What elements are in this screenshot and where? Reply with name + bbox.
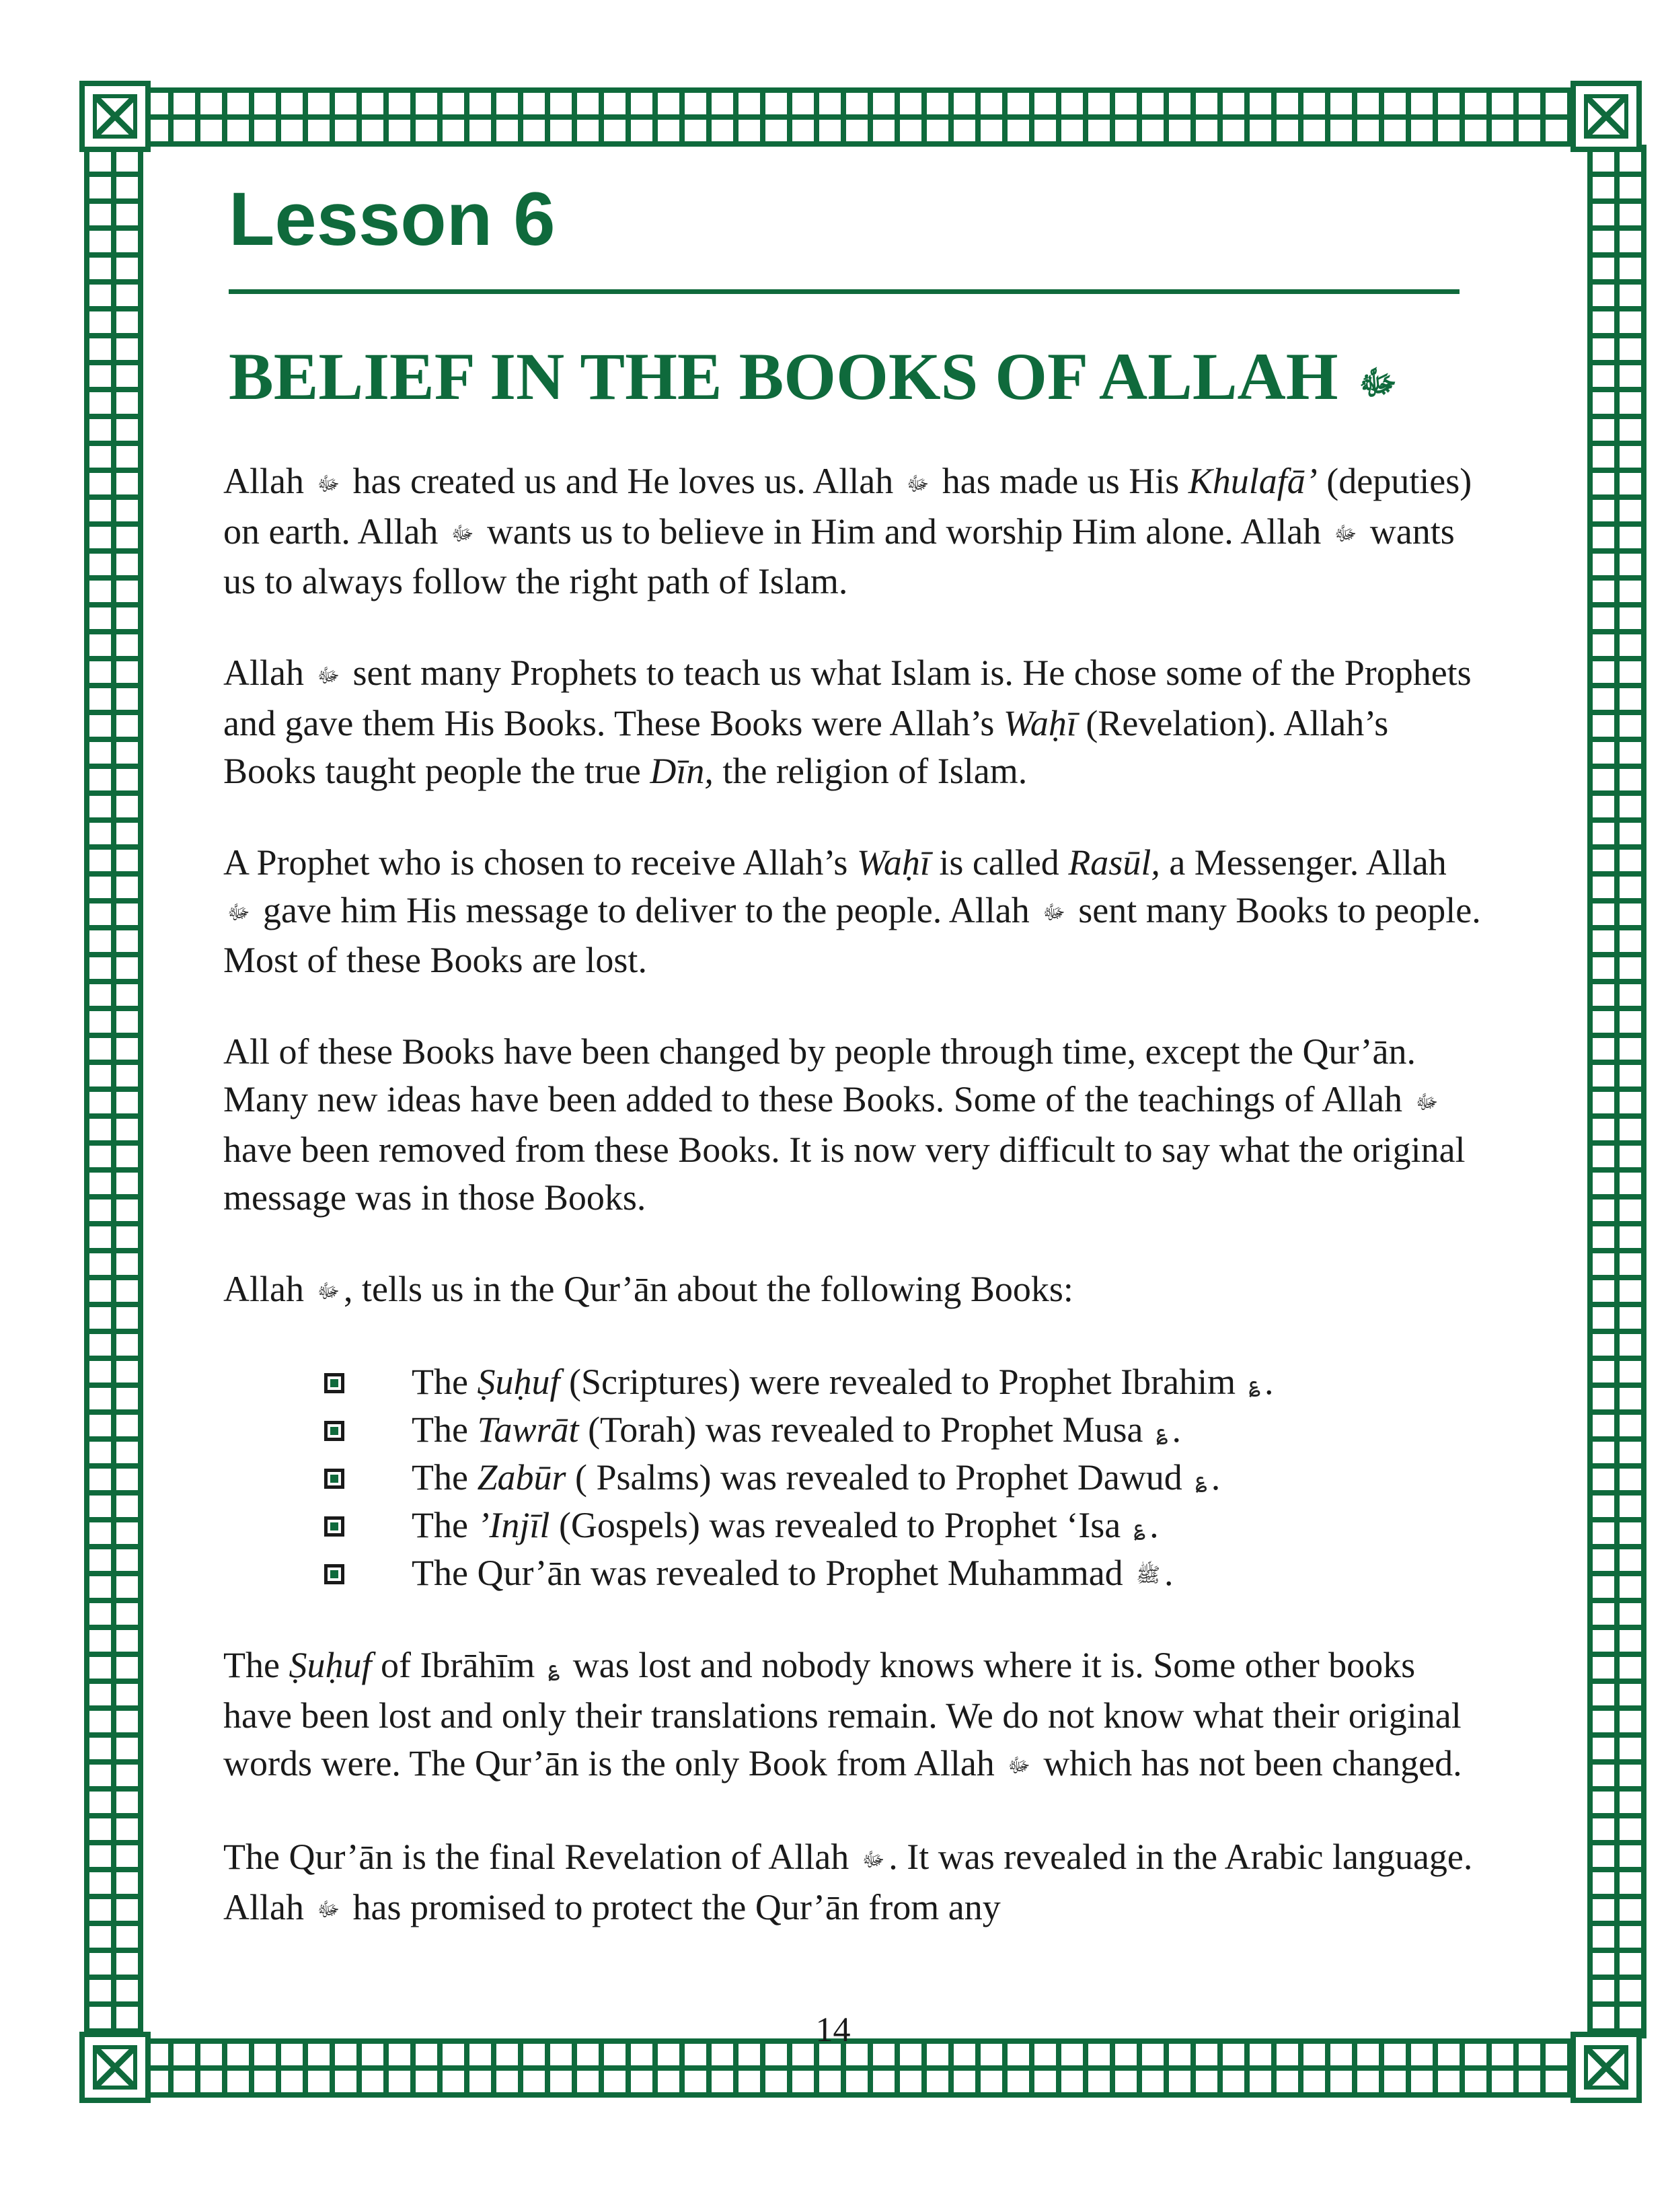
honorific-icon: ﷻ	[1043, 901, 1065, 925]
page-number: 14	[815, 2011, 851, 2049]
honorific-icon: ﷻ	[1415, 1090, 1439, 1114]
honorific-icon: ﷻ	[1359, 363, 1397, 402]
page-heading	[229, 340, 1401, 414]
honorific-icon: ﷻ	[317, 472, 340, 496]
honorific-icon: ﷻ	[317, 1898, 340, 1922]
corner-ornament-icon	[1570, 81, 1642, 152]
honorific-icon: ﷻ	[1334, 522, 1357, 546]
lesson-body	[223, 457, 1481, 1977]
square-bullet-icon	[324, 1469, 344, 1489]
paragraph: Allah ﷻ sent many Prophets to teach us what Islam is. He chose some of the Prophets and gave them His Books. These Books were Allah’s Waḥī (Revelation). Allah’s Books taught people the true Dīn, the religion of Islam.	[223, 653, 1472, 791]
honorific-icon: ؏	[1248, 1372, 1260, 1397]
border-left	[84, 145, 143, 2038]
square-bullet-icon	[324, 1516, 344, 1537]
square-bullet-icon	[324, 1421, 344, 1441]
paragraph: Allah ﷻ has created us and He loves us. Allah ﷻ has made us His Khulafā’ (deputies) on earth. Allah ﷻ wants us to believe in Him and worship Him alone. Allah ﷻ wants us to always follow the right path of Islam.	[223, 461, 1472, 602]
list-item: The Qur’ān was revealed to Prophet Muhammad ﷺ .	[324, 1550, 1481, 1598]
square-bullet-icon	[324, 1564, 344, 1584]
list-item: The Ṣuḥuf (Scriptures) were revealed to Prophet Ibrahim ؏ .	[324, 1359, 1481, 1407]
paragraph: A Prophet who is chosen to receive Allah’s Waḥī is called Rasūl, a Messenger. Allah ﷻ gave him His message to deliver to the people. Allah ﷻ sent many Books to people. Most of these Books are lost.	[223, 842, 1481, 981]
paragraph: The Ṣuḥuf of Ibrāhīm ؏ was lost and nobody knows where it is. Some other books have been lost and only their translations remain. We do not know what their original words were. The Qur’ān is the only Book from Allah ﷻ which has not been changed.	[223, 1645, 1462, 1783]
lesson-title: Lesson 6	[229, 177, 556, 261]
corner-ornament-icon	[79, 81, 151, 152]
honorific-icon: ؏	[1195, 1468, 1207, 1492]
honorific-icon: ﷻ	[451, 522, 474, 546]
honorific-icon: ؏	[1133, 1516, 1146, 1540]
honorific-icon: ﷻ	[317, 663, 340, 688]
honorific-icon: ؏	[547, 1656, 560, 1680]
paragraph: All of these Books have been changed by people through time, except the Qur’ān. Many new ideas have been added to these Books. Some of the teachings of Allah ﷻ have been removed from these Books. It is now very difficult to say what the original message was in those Books.	[223, 1031, 1466, 1218]
honorific-icon: ﷻ	[317, 1280, 340, 1304]
honorific-icon: ﷻ	[862, 1847, 885, 1872]
honorific-icon: ﷻ	[1008, 1754, 1030, 1778]
books-list	[223, 1359, 1481, 1598]
border-right	[1587, 145, 1646, 2038]
honorific-icon: ﷻ	[227, 901, 250, 925]
list-item: The ’Injīl (Gospels) was revealed to Prophet ‘Isa ؏ .	[324, 1502, 1481, 1550]
heading-text: BELIEF IN THE BOOKS OF ALLAH	[229, 339, 1338, 414]
square-bullet-icon	[324, 1373, 344, 1393]
border-top	[141, 87, 1570, 147]
list-item: The Zabūr ( Psalms) was revealed to Prophet Dawud ؏ .	[324, 1454, 1481, 1502]
honorific-icon: ﷺ	[1136, 1563, 1161, 1588]
paragraph: Allah ﷻ , tells us in the Qur’ān about the following Books:	[223, 1268, 1073, 1309]
honorific-icon: ﷻ	[906, 472, 930, 496]
honorific-icon: ؏	[1156, 1420, 1168, 1444]
paragraph: The Qur’ān is the final Revelation of Allah ﷻ . It was revealed in the Arabic language. Allah ﷻ has promised to protect the Qur’ān from any	[223, 1837, 1473, 1927]
list-item: The Tawrāt (Torah) was revealed to Prophet Musa ؏ .	[324, 1407, 1481, 1454]
title-divider	[229, 289, 1460, 294]
